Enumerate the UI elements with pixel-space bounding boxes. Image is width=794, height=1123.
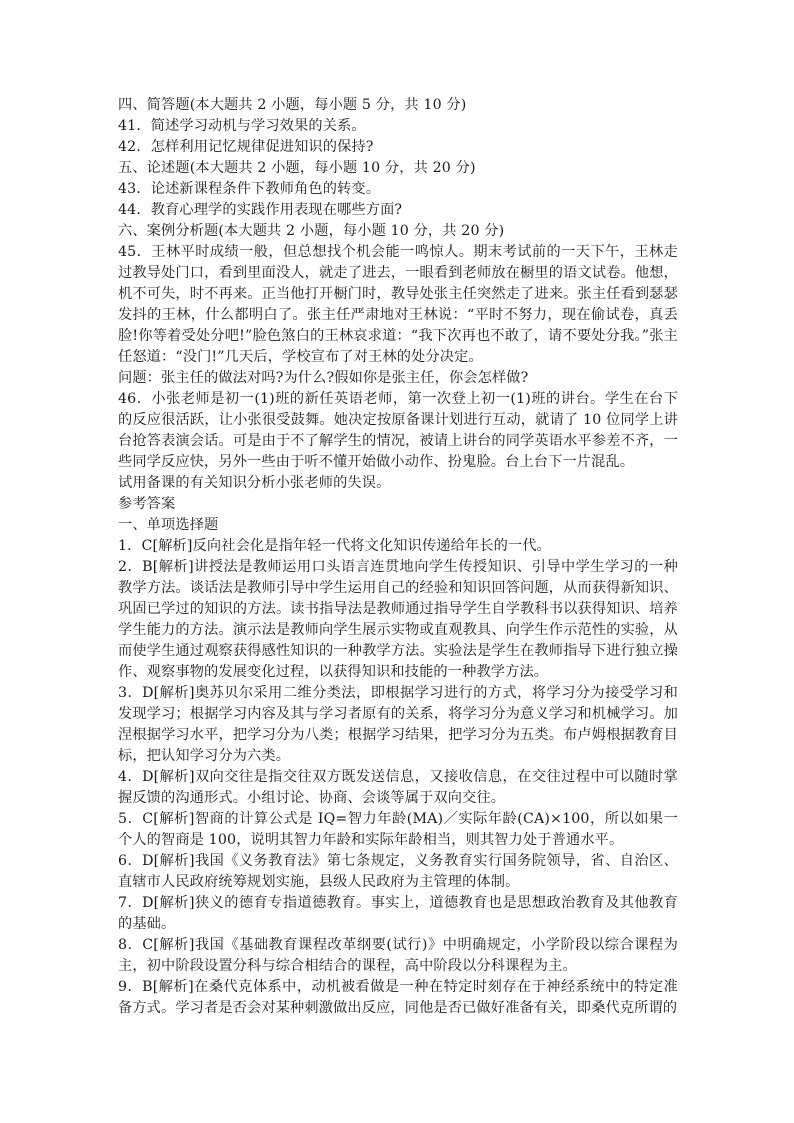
answer-9: 9．B[解析]在桑代克体系中，动机被看做是一种在特定时刻存在于神经系统中的特定准备方式。学习者是否会对某种刺激做出反应，同他是否已做好准备有关，即桑代克所谓的 <box>118 979 678 1016</box>
document-page <box>118 95 678 1019</box>
answer-key-heading: 参考答案 <box>118 496 176 512</box>
question-46-prompt: 试用备课的有关知识分析小张老师的失误。 <box>118 475 391 491</box>
answer-4: 4．D[解析]双向交往是指交往双方既发送信息，又接收信息，在交往过程中可以随时掌握反馈的沟通形式。小组讨论、协商、会谈等属于双向交往。 <box>118 769 678 806</box>
question-45-prompt: 问题：张主任的做法对吗?为什么?假如你是张主任，你会怎样做? <box>118 370 529 386</box>
section-heading-short-answer: 四、简答题(本大题共 2 小题，每小题 5 分，共 10 分) <box>118 97 467 113</box>
question-45-case: 45．王林平时成绩一般，但总想找个机会能一鸣惊人。期末考试前的一天下午，王林走过教导处门口，看到里面没人，就走了进去，一眼看到老师放在橱里的语文试卷。他想，机不可失，时不再来。正当他打开橱门时，教导处张主任突然走了进来。张主任看到瑟瑟发抖的王林，什么都明白了。张主任严肃地对王林说：“平时不努力，现在偷试卷，真丢脸!你等着受处分吧!”脸色煞白的王林哀求道：“我下次再也不敢了，请不要处分我。”张主任怒道：“没门!”几天后，学校宣布了对王林的处分决定。 <box>118 244 678 365</box>
answer-8: 8．C[解析]我国《基础教育课程改革纲要(试行)》中明确规定，小学阶段以综合课程为主，初中阶段设置分科与综合相结合的课程，高中阶段以分科课程为主。 <box>118 937 678 974</box>
answer-3: 3．D[解析]奥苏贝尔采用二维分类法，即根据学习进行的方式，将学习分为接受学习和发现学习；根据学习内容及其与学习者原有的关系，将学习分为意义学习和机械学习。加涅根据学习水平，把学习分为八类；根据学习结果，把学习分为五类。布卢姆根据教育目标，把认知学习分为六类。 <box>118 685 678 764</box>
answer-5: 5．C[解析]智商的计算公式是 IQ=智力年龄(MA)／实际年龄(CA)×100，所以如果一个人的智商是 100，说明其智力年龄和实际年龄相当，则其智力处于普通水平。 <box>118 811 678 848</box>
question-42: 42．怎样利用记忆规律促进知识的保持? <box>118 139 374 155</box>
section-heading-essay: 五、论述题(本大题共 2 小题，每小题 10 分，共 20 分) <box>118 160 476 176</box>
answer-section-single-choice: 一、单项选择题 <box>118 517 219 533</box>
answer-2: 2．B[解析]讲授法是教师运用口头语言连贯地向学生传授知识、引导中学生学习的一种教学方法。谈话法是教师引导中学生运用自己的经验和知识回答问题，从而获得新知识、巩固已学过的知识的方法。读书指导法是教师通过指导学生自学教科书以获得知识、培养学生能力的方法。演示法是教师向学生展示实物或直观教具、向学生作示范性的实验，从而使学生通过观察获得感性知识的一种教学方法。实验法是学生在教师指导下进行独立操作、观察事物的发展变化过程，以获得知识和技能的一种教学方法。 <box>118 559 678 680</box>
question-46-case: 46．小张老师是初一(1)班的新任英语老师，第一次登上初一(1)班的讲台。学生在台下的反应很活跃，让小张很受鼓舞。她决定按原备课计划进行互动，就请了 10 位同学上讲台抢答表演会话。可是由于不了解学生的情况，被请上讲台的同学英语水平参差不齐，一些同学反应快，另外一些由于听不懂开始做小动作、扮鬼脸。台上台下一片混乱。 <box>118 391 678 470</box>
answer-7: 7．D[解析]狭义的德育专指道德教育。事实上，道德教育也是思想政治教育及其他教育的基础。 <box>118 895 678 932</box>
question-41: 41．简述学习动机与学习效果的关系。 <box>118 118 366 134</box>
question-43: 43．论述新课程条件下教师角色的转变。 <box>118 181 381 197</box>
answer-1: 1．C[解析]反向社会化是指年轻一代将文化知识传递给年长的一代。 <box>118 538 552 554</box>
answer-6: 6．D[解析]我国《义务教育法》第七条规定，义务教育实行国务院领导，省、自治区、直辖市人民政府统筹规划实施，县级人民政府为主管理的体制。 <box>118 853 678 890</box>
section-heading-case-analysis: 六、案例分析题(本大题共 2 小题，每小题 10 分，共 20 分) <box>118 223 505 239</box>
question-44: 44．教育心理学的实践作用表现在哪些方面? <box>118 202 403 218</box>
